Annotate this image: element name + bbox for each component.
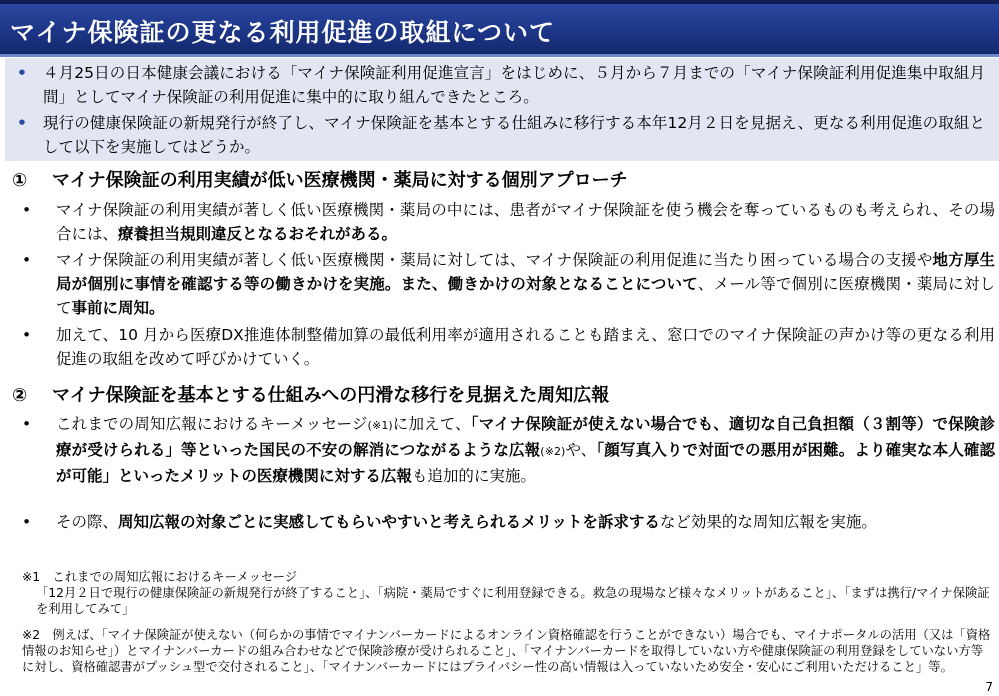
section-2-number: ② — [12, 385, 28, 406]
bullet-bold-text: 地方厚生局が個別に事情を確認する等の働きかけを実施。また、働きかけの対象となることについて — [56, 251, 995, 293]
bullet-text: 、メール等で個別に医療機関・薬局に対して — [56, 275, 995, 317]
footnote-2 — [22, 627, 991, 675]
bullet-text: 加えて、10 月から医療DX推進体制整備加算の最低利用率が適用されることも踏まえ、窓口でのマイナ保険証の声かけ等の更なる利用促進の取組を改めて呼びかけていく。 — [56, 326, 995, 368]
intro-text: 現行の健康保険証の新規発行が終了し、マイナ保険証を基本とする仕組みに移行する本年12月２日を見据え、更なる利用促進の取組として以下を実施してはどうか。 — [43, 114, 985, 156]
bullet-text: も追加的に実施。 — [411, 467, 536, 485]
section-2-title: マイナ保険証を基本とする仕組みへの円滑な移行を見据えた周知広報 — [52, 385, 610, 406]
section-2-bullet-1 — [22, 412, 995, 488]
section-2-heading — [12, 381, 609, 407]
page-number: 7 — [985, 680, 993, 694]
bullet-dot: • — [22, 326, 32, 344]
bullet-dot: • — [22, 415, 32, 433]
footnote-ref-2: (※2) — [540, 445, 566, 458]
bullet-text: や、 — [565, 441, 597, 459]
footnote-head: ※2 例えば、「マイナ保険証が使えない（何らかの事情でマイナンバーカードによるオンライン資格確認を行うことができない）場合でも、マイナポータルの活用（又は「資格情報のお知らせ」）とマイナンバーカードの組み合わせなどで保険診療が受けられること」、「マイナンバーカードを取得していない方や健康保険証の利用登録をしていない方等に対し、資格確認書がプッシュ型で交付されること」、「マイナンバーカードにはプライバシー性の高い情報は入っていないため安全・安心にご利用いただけること」等。 — [22, 628, 991, 674]
title-bar — [0, 0, 999, 54]
page-title: マイナ保険証の更なる利用促進の取組について — [10, 18, 556, 47]
bullet-text: これまでの周知広報におけるキーメッセージ — [56, 415, 368, 433]
bullet-bold-text: 周知広報の対象ごとに実感してもらいやすいと考えられるメリットを訴求する — [118, 513, 660, 531]
footnote-ref-1: (※1) — [367, 419, 393, 432]
section-1-title: マイナ保険証の利用実績が低い医療機関・薬局に対する個別アプローチ — [52, 170, 628, 191]
bullet-dot: • — [17, 64, 27, 82]
section-1-bullet-2 — [22, 248, 995, 320]
intro-item — [17, 111, 985, 159]
bullet-bold-text: 「顔写真入りで対面での悪用が困難。より確実な本人確認が可能」といったメリットの医療機関に対する広報 — [56, 441, 995, 485]
bullet-text: など効果的な周知広報を実施。 — [659, 513, 877, 531]
bullet-text: マイナ保険証の利用実績が著しく低い医療機関・薬局に対しては、マイナ保険証の利用促進に当たり困っている場合の支援や — [56, 251, 933, 269]
section-2-bullet-2 — [22, 510, 995, 534]
intro-item — [17, 61, 985, 109]
bullet-bold-text: 療養担当規則違反となるおそれがある。 — [118, 225, 398, 243]
bullet-text: その際、 — [56, 513, 119, 531]
section-1-number: ① — [12, 170, 28, 191]
section-1-heading — [12, 166, 628, 192]
bullet-dot: • — [22, 251, 32, 269]
bullet-bold-text: 「マイナ保険証が使えない場合でも、適切な自己負担額（３割等）で保険診療が受けられる」等といった国民の不安の解消につながるような広報 — [56, 415, 995, 459]
bullet-dot: • — [17, 114, 27, 132]
bullet-dot: • — [22, 513, 32, 531]
section-1-bullet-1 — [22, 198, 995, 246]
footnote-1 — [22, 569, 991, 617]
bullet-dot: • — [22, 201, 32, 219]
intro-text: ４月25日の日本健康会議における「マイナ保険証利用促進宣言」をはじめに、５月から７月までの「マイナ保険証利用促進集中取組月間」としてマイナ保険証の利用促進に集中的に取り組んできたところ。 — [43, 64, 985, 106]
bullet-text: マイナ保険証の利用実績が著しく低い医療機関・薬局の中には、患者がマイナ保険証を使う機会を奪っているものも考えられ、その場合には、 — [56, 201, 995, 243]
intro-box — [5, 58, 999, 161]
footnote-body: 「12月２日で現行の健康保険証の新規発行が終了すること」、「病院・薬局ですぐに利用登録できる。救急の現場など様々なメリットがあること」、「まずは携行/マイナ保険証を利用してみて」 — [36, 586, 990, 616]
footnote-head: ※1 これまでの周知広報におけるキーメッセージ — [22, 570, 298, 584]
bullet-bold-text: 事前に周知。 — [71, 299, 165, 317]
section-1-bullet-3 — [22, 323, 995, 371]
bullet-text: に加えて、 — [392, 415, 471, 433]
title-accent-line — [0, 54, 999, 57]
